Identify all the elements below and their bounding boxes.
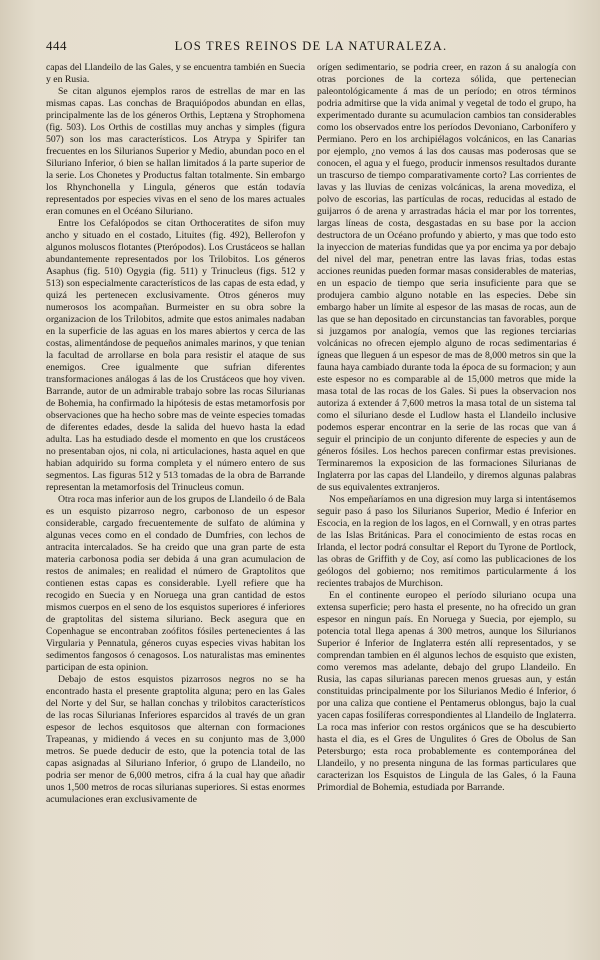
paragraph: En el continente europeo el período siluriano ocupa una extensa superficie; pero hasta el presente, no ha ofrecido un gran espesor en ningun país. En Noruega y Suecia, por ejemplo, su potencia total llega apenas á 300 metros, aunque los Silurianos Superior é Inferior de Inglaterra estén allí representados, y se comprendan tambien en él algunos lechos de esquisto que existen, como veremos mas adelante, debajo del grupo Llandeilo. En Rusia, las capas silurianas parecen menos gruesas aun, y están constituidas principalmente por los Silurianos Medio é Inferior, ó por una caliza que contiene el Pentamerus oblongus, bajo la cual yacen capas fosilíferas correspondientes al Llandeilo de Inglaterra. La roca mas inferior con restos orgánicos que se ha descubierto hasta el dia, es el Gres de Ungulites ó Gres de Obolus de San Petersburgo; esta roca probablemente es contemporánea del Llandeilo, y no presenta ninguna de las formas particulares que caracterizan los Esquistos de Lingula de las Gales, ó la Fauna Primordial de Bohemia, estudiada por Barrande.: [317, 590, 576, 793]
paragraph: Se citan algunos ejemplos raros de estrellas de mar en las mismas capas. Las conchas de Braquiópodos abundan en ellas, principalmente las de los géneros Orthis, Leptæna y Strophomena (fig. 503). Los Orthis de costillas muy anchas y simples (figura 507) son los mas característicos. Los Atrypa y Spirifer tan frecuentes en los Silurianos Superior y Medio, abundan poco en el Siluriano Inferior, ó bien se hallan limitados á la parte superior de la serie. Los Chonetes y Productus faltan totalmente. Sin embargo los Rhynchonella y Lingula, géneros que están todavía representados por especies vivas en el seno de los mares actuales eran comunes en el Océano Siluriano.: [46, 86, 305, 217]
paragraph: Otra roca mas inferior aun de los grupos de Llandeilo ó de Bala es un esquisto pizarroso negro, carbonoso de un espesor considerable, cargado frecuentemente de sulfato de alúmina y algunas veces como en el condado de Dumfries, con lechos de antracita intercalados. Se ha creido que una gran parte de esta materia carbonosa podia ser debida á una gran acumulacion de restos de animales; en realidad el número de Graptolitos que contienen estas capas es considerable. Lyell refiere que ha recogido en Suecia y en Noruega una gran cantidad de estos mismos cuerpos en el seno de los esquistos superiores é inferiores de graptolitas del sistema siluriano. Beck asegura que en Copenhague se encontraban zoófitos fósiles pertenecientes á las Virgularia y Pennatula, géneros cuyas especies vivas habitan los sedimentos fangosos ó cenagosos. Los naturalistas mas eminentes participan de esta opinion.: [46, 494, 305, 673]
paragraph: Debajo de estos esquistos pizarrosos negros no se ha encontrado hasta el presente graptolita alguna; pero en las Gales del Norte y del Sur, se hallan conchas y trilobitos característicos de las rocas Silurianas Inferiores esparcidos al través de un gran espesor de lechos esquitosos que alternan con formaciones Trapeanas, y midiendo á veces en su conjunto mas de 3,000 metros. Se puede deducir de esto, que la potencia total de las capas asignadas al Siluriano Inferior, ó grupo de Llandeilo, no podria ser menor de 6,000 metros, cifra á la cual hay que añadir unos 1,500 metros de rocas silurianas superiores. Si estas enormes acumulaciones eran exclusivamente de: [46, 674, 305, 805]
text-columns: [46, 62, 576, 806]
page-header: [46, 38, 576, 58]
paragraph: Entre los Cefalópodos se citan Orthoceratites de sifon muy ancho y situado en el costado, Lituites (fig. 492), Bellerofon y algunos moluscos flotantes (Pterópodos). Los Crustáceos se hallan abundantemente representados por los Trilobitos. Los géneros Asaphus (fig. 510) Ogygia (fig. 511) y Trinucleus (figs. 512 y 513) son especialmente característicos de las capas de esta edad, y quizá les pertenecen exclusivamente. Otros géneros muy numerosos los acompañan. Burmeister en su obra sobre la organizacion de los Trilobitos, admite que estos animales nadaban en la superficie de las aguas en los mares abiertos y cerca de las costas, alimentándose de pequeños animales marinos, y que tenian la facultad de arrollarse en bola para resistir el ataque de sus enemigos. Cree igualmente que sufrian diferentes transformaciones análogas á las de los Crustáceos que hoy viven. Barrande, autor de un admirable trabajo sobre las rocas Silurianas de Bohemia, ha confirmado la hipótesis de estas metamorfosis por observaciones que ha hecho sobre mas de veinte especies tomadas de diferentes edades, desde la salida del huevo hasta la edad adulta. Las ha estudiado desde el momento en que los crustáceos no presentaban ojos, ni cola, ni articulaciones, hasta aquel en que habian adquirido su forma completa y el número entero de sus segmentos. Las figuras 512 y 513 tomadas de la obra de Barrande representan la metamorfosis del Trinucleus comun.: [46, 218, 305, 493]
running-title: LOS TRES REINOS DE LA NATURALEZA.: [174, 39, 448, 53]
left-column: [46, 62, 305, 806]
paragraph: capas del Llandeilo de las Gales, y se encuentra también en Suecia y en Rusia.: [46, 62, 305, 85]
paragraph: Nos empeñaríamos en una digresion muy larga si intentásemos seguir paso á paso los Silurianos Superior, Medio é Inferior en Escocia, en la region de los lagos, en el Cornwall, y en otras partes de las Islas Británicas. Para el conocimiento de estas rocas en Irlanda, el lector podrá consultar el Report du Tyrone de Portlock, las obras de Griffith y de Coy, así como las publicaciones de los geólogos del gobierno; nos remitimos particularmente á los recientes trabajos de Murchison.: [317, 494, 576, 589]
right-column: [317, 62, 576, 806]
page-number: 444: [46, 38, 67, 53]
paragraph: orígen sedimentario, se podria creer, en razon á su analogía con otras porciones de la corteza sólida, que pertenecian paleontológicamente á mas de un período; en otros términos podria admitirse que la vida animal y vegetal de todo el grupo, ha experimentado durante su acumulacion cambios tan considerables como los observados entre los períodos Devoniano, Carbonífero y Permiano. Pero en los archipiélagos volcánicos, en las Canarias por ejemplo, ¿no vemos á las dos causas mas poderosas que se conocen, el agua y el fuego, producir inmensos resultados durante un trascurso de tiempo comparativamente corto? Las corrientes de lavas y las lluvias de cenizas volcánicas, la arena movediza, el polvo de escorias, las partículas de rocas, reducidas al estado de guijarros ó de arena y arrastradas hácia el mar por los torrentes, largas líneas de costa, desgastadas en su base por la accion destructora de un Océano profundo y abierto, y mas que todo esto la inyeccion de materias fundidas que ya por encima ya por debajo del nivel del mar, penetran entre las lavas frias, todas estas acciones reunidas pueden formar masas considerables de materias, en un espacio de tiempo que seria insuficiente para que se produjera cambio alguno notable en las especies. Debe sin embargo haber un límite al espesor de las masas de rocas, aun de las que se han depositado en circunstancias tan favorables, porque si juzgamos por analogía, vemos que las regiones terciarias volcánicas no ofrecen ejemplo alguno de rocas sedimentarias é ígneas que lleguen á un espesor de mas de 8,000 metros sin que la fauna haya cambiado durante toda la época de su formacion; y aun este espesor no es comparable al de 15,000 metros que mide la masa total de las rocas de los Gales. Si pues la observacion nos autoriza á extender á 7,600 metros la masa total de un sistema tal como el siluriano desde el Ludlow hasta el Llandeilo inclusive podemos esperar encontrar en la serie de las rocas que van á seguir el principio de un conjunto diferente de especies y aun de géneros fósiles. Los hechos parecen confirmar estas previsiones. Terminaremos la exposicion de las formaciones Silurianas de Inglaterra por las capas del Llandeilo, y diremos algunas palabras de sus equivalentes extranjeros.: [317, 62, 576, 493]
